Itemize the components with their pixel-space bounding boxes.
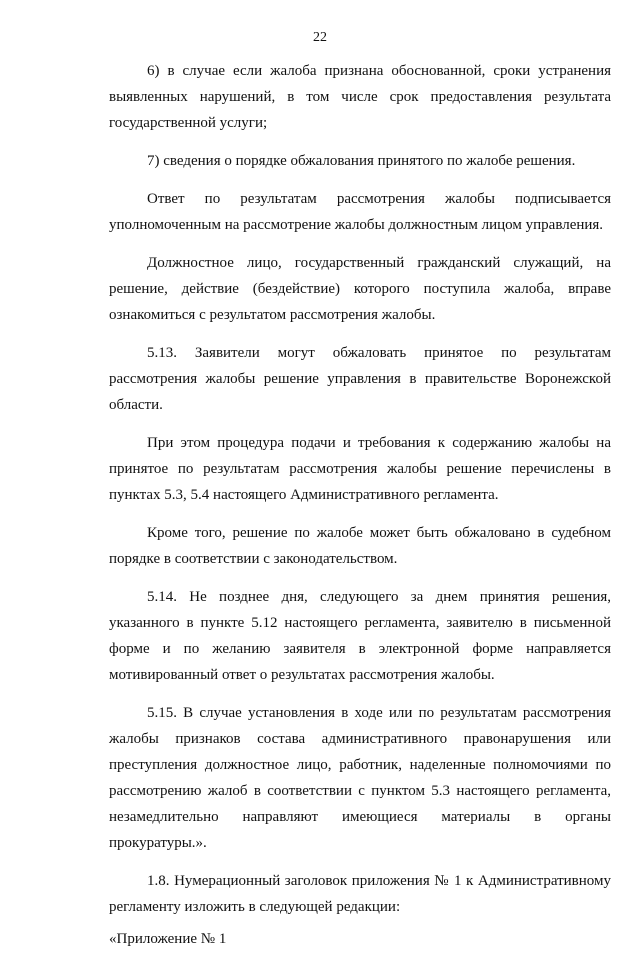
appendix-heading: «Приложение № 1 bbox=[109, 931, 227, 947]
paragraph-5-14: 5.14. Не позднее дня, следующего за днем принятия решения, указанного в пункте 5.12 настоящего регламента, заявителю в письменной форме и по желанию заявителя в электронной форме направляется мотивированный ответ о результатах рассмотрения жалобы. bbox=[109, 589, 611, 683]
paragraph-item-6: 6) в случае если жалоба признана обоснованной, сроки устранения выявленных нарушений, в том числе срок предоставления результата государственной услуги; bbox=[109, 63, 611, 131]
paragraph-5-13: 5.13. Заявители могут обжаловать принятое по результатам рассмотрения жалобы решение управления в правительстве Воронежской области. bbox=[109, 345, 611, 413]
paragraph-item-7: 7) сведения о порядке обжалования принятого по жалобе решения. bbox=[147, 153, 576, 169]
paragraph-response-signature: Ответ по результатам рассмотрения жалобы подписывается уполномоченным на рассмотрение жалобы должностным лицом управления. bbox=[109, 191, 611, 233]
paragraph-5-15: 5.15. В случае установления в ходе или по результатам рассмотрения жалобы признаков состава административного правонарушения или преступления должностное лицо, работник, наделенные полномочиями по рассмотрению жалоб в соответствии с пунктом 5.3 настоящего регламента, незамедлительно направляют имеющиеся материалы в органы прокуратуры.». bbox=[109, 705, 611, 851]
document-body bbox=[109, 58, 611, 964]
paragraph-court-appeal: Кроме того, решение по жалобе может быть обжаловано в судебном порядке в соответствии с законодательством. bbox=[109, 525, 611, 567]
paragraph-1-8: 1.8. Нумерационный заголовок приложения № 1 к Административному регламенту изложить в следующей редакции: bbox=[109, 873, 611, 915]
paragraph-procedure: При этом процедура подачи и требования к содержанию жалобы на принятое по результатам рассмотрения жалобы решение перечислены в пунктах 5.3, 5.4 настоящего Административного регламента. bbox=[109, 435, 611, 503]
page-number: 22 bbox=[313, 30, 327, 45]
paragraph-official-review: Должностное лицо, государственный гражданский служащий, на решение, действие (бездействие) которого поступила жалоба, вправе ознакомиться с результатом рассмотрения жалобы. bbox=[109, 255, 611, 323]
